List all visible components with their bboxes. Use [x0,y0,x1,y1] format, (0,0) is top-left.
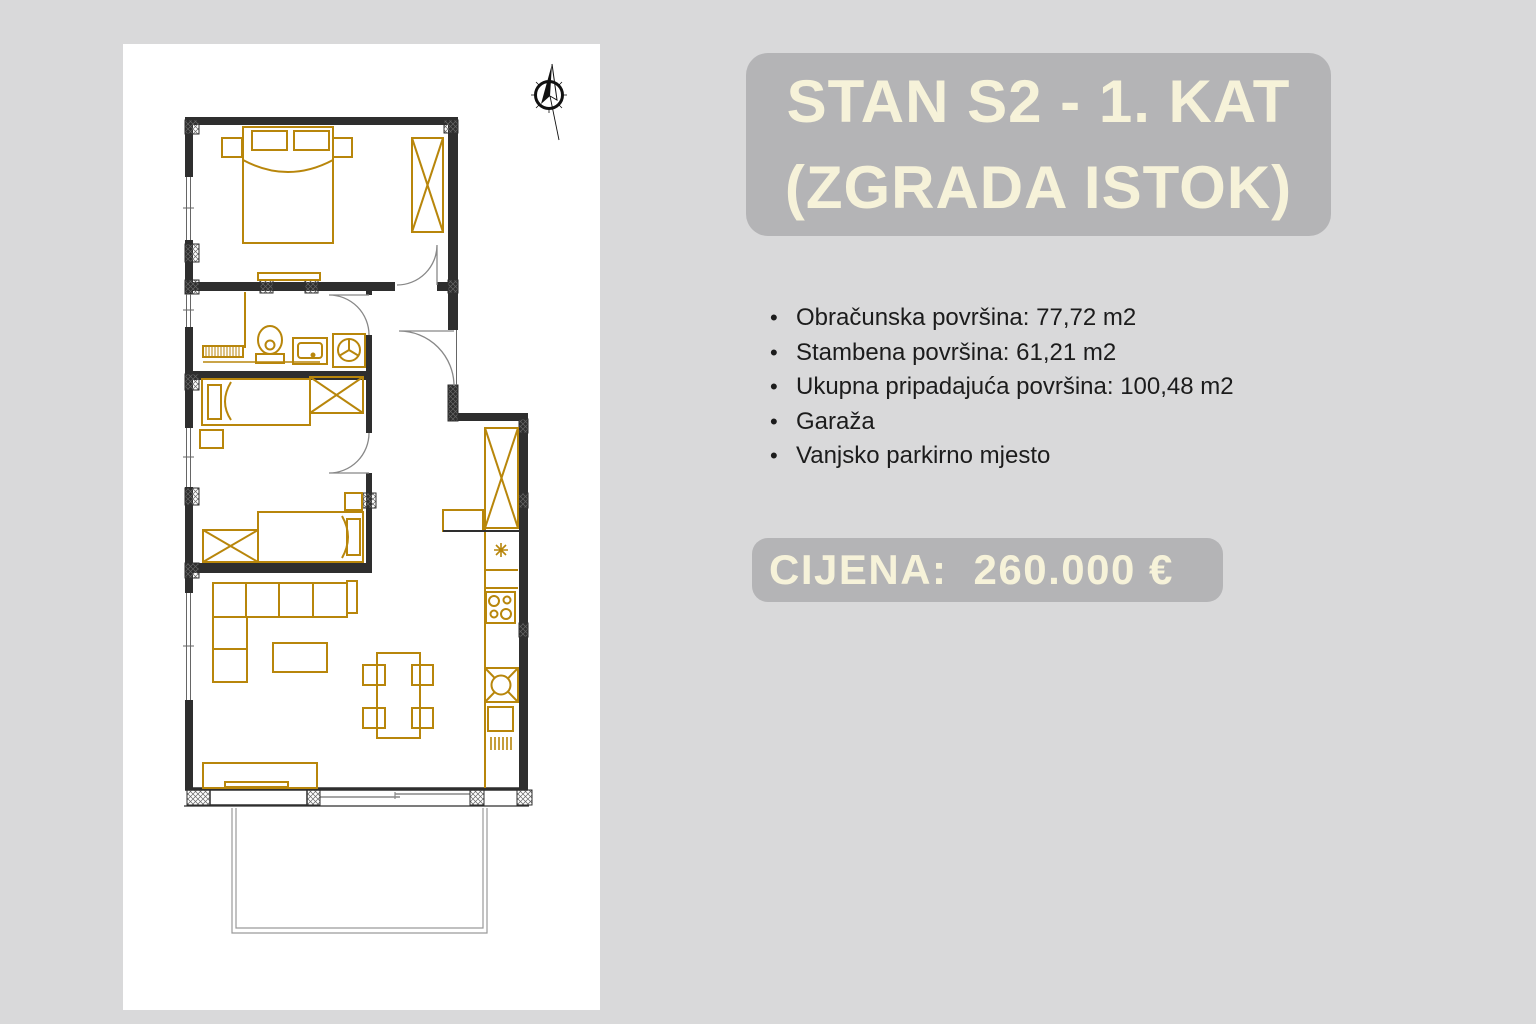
coffee-table [273,643,327,672]
sofa [213,581,357,682]
title-card [746,53,1331,236]
sideboard [203,763,317,788]
vent-symbol [494,543,508,557]
dining-set [363,653,433,738]
wardrobe-kids-bottom [203,530,258,562]
floorplan-panel [123,44,600,1010]
floor-plan [123,44,600,1010]
list-item [770,301,1370,336]
door-swings [329,245,454,473]
price-label: CIJENA: [769,546,948,593]
details-list [770,301,1370,474]
bullet-icon: • [770,374,778,400]
title-line-1: STAN S2 - 1. KAT [786,67,1291,135]
kitchen-sink [485,668,518,702]
price-card [752,538,1223,602]
bullet-icon: • [770,339,778,365]
list-item [770,405,1370,440]
compass-icon [531,64,567,140]
kitchen [443,428,518,788]
detail-text: Stambena površina: 61,21 m2 [796,338,1117,366]
terrace [232,808,487,933]
bullet-icon: • [770,408,778,434]
wardrobe-kids-top [310,377,363,413]
bench [258,273,320,280]
wardrobe-master [412,138,443,232]
furniture [200,127,518,788]
list-item [770,439,1370,474]
bullet-icon: • [770,443,778,469]
detail-text: Garaža [796,407,875,435]
price-amount: 260.000 € [973,546,1174,593]
hob [486,592,515,623]
title-line-2: (ZGRADA ISTOK) [784,153,1293,221]
detail-text: Ukupna pripadajuća površina: 100,48 m2 [796,373,1234,401]
list-item [770,370,1370,405]
bathroom-fixtures [203,292,365,367]
single-bed-top [200,379,310,448]
single-bed-bottom [258,512,363,562]
double-bed [222,127,352,243]
detail-text: Obračunska površina: 77,72 m2 [796,304,1137,331]
detail-text: Vanjsko parkirno mjesto [796,442,1051,470]
bullet-icon: • [770,305,778,330]
cabinet-small [345,493,362,510]
wall-columns [185,120,532,805]
list-item [770,336,1370,371]
dishwasher [488,707,513,750]
walls [185,117,528,788]
windows [183,177,457,700]
